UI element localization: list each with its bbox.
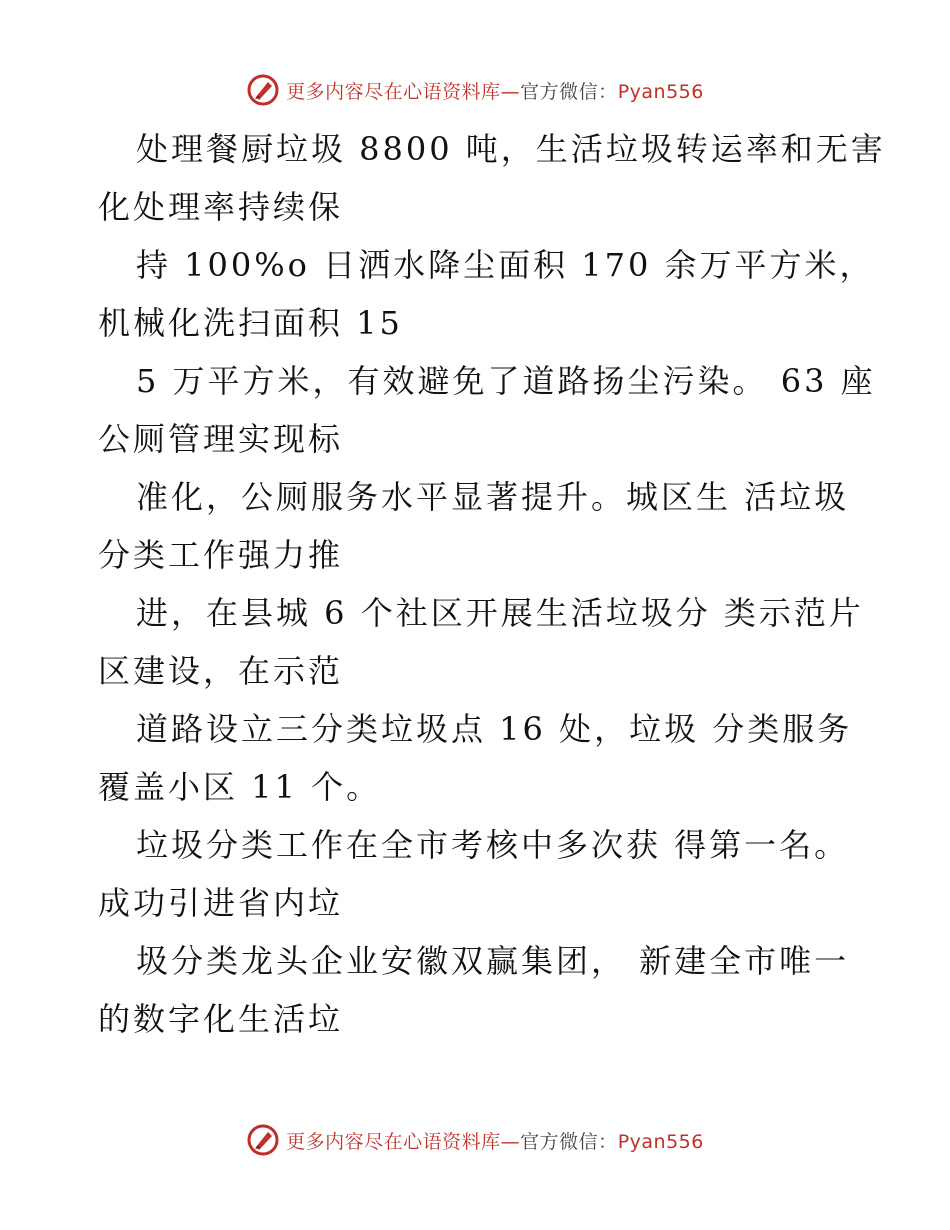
paragraph-line-second: 的数字化生活垃: [98, 1000, 344, 1038]
banner-separator: —: [500, 80, 521, 103]
paragraph-line-first: 持 100%o 日洒水降尘面积 170 余万平方米，: [136, 246, 875, 284]
banner-caption: [286, 1127, 704, 1154]
banner-wechat-label: 官方微信：: [520, 1130, 618, 1153]
paragraph: [98, 236, 875, 352]
paragraph-line-first: 进，在县城 6 个社区开展生活垃圾分 类示范片: [136, 594, 864, 632]
paragraph: [98, 468, 858, 584]
paragraph-line-first: 准化，公厕服务水平显著提升。城区生 活垃圾: [136, 478, 850, 516]
paragraph-line-second: 机械化洗扫面积 15: [98, 304, 403, 342]
paragraph: [98, 120, 886, 236]
paragraph-line-second: 分类工作强力推: [98, 536, 344, 574]
paragraph-line-second: 成功引进省内垃: [98, 884, 344, 922]
paragraph: [98, 584, 864, 700]
banner-main-text: 更多内容尽在心语资料库: [286, 80, 501, 103]
paragraph: [98, 700, 858, 816]
paragraph-line-first: 5 万平方米，有效避免了道路扬尘污染。 63 座: [136, 362, 876, 400]
paragraph: [98, 352, 876, 468]
paragraph-line-second: 公厕管理实现标: [98, 420, 344, 458]
paragraph-line-first: 垃圾分类工作在全市考核中多次获 得第一名。: [136, 826, 850, 864]
paragraph-line-first: 道路设立三分类垃圾点 16 处，垃圾 分类服务: [136, 710, 853, 748]
paragraph-line-second: 覆盖小区 11 个。: [98, 768, 382, 806]
banner-caption: [286, 77, 704, 104]
paragraph: [98, 932, 858, 1048]
banner-main-text: 更多内容尽在心语资料库: [286, 1130, 501, 1153]
banner-wechat-id: Pyan556: [617, 80, 704, 103]
banner-wechat-label: 官方微信：: [520, 80, 618, 103]
paragraph-line-first: 处理餐厨垃圾 8800 吨，生活垃圾转运率和无害: [136, 130, 886, 168]
paragraph-line-second: 化处理率持续保: [98, 188, 344, 226]
pen-nib-logo-icon: [246, 1123, 280, 1157]
paragraph: [98, 816, 858, 932]
paragraph-line-second: 区建设，在示范: [98, 652, 344, 690]
banner-separator: —: [500, 1130, 521, 1153]
header-banner: [0, 70, 950, 110]
document-body: [98, 120, 886, 1048]
footer-banner: [0, 1120, 950, 1160]
paragraph-line-first: 圾分类龙头企业安徽双赢集团， 新建全市唯一: [136, 942, 850, 980]
banner-wechat-id: Pyan556: [617, 1130, 704, 1153]
pen-nib-logo-icon: [246, 73, 280, 107]
